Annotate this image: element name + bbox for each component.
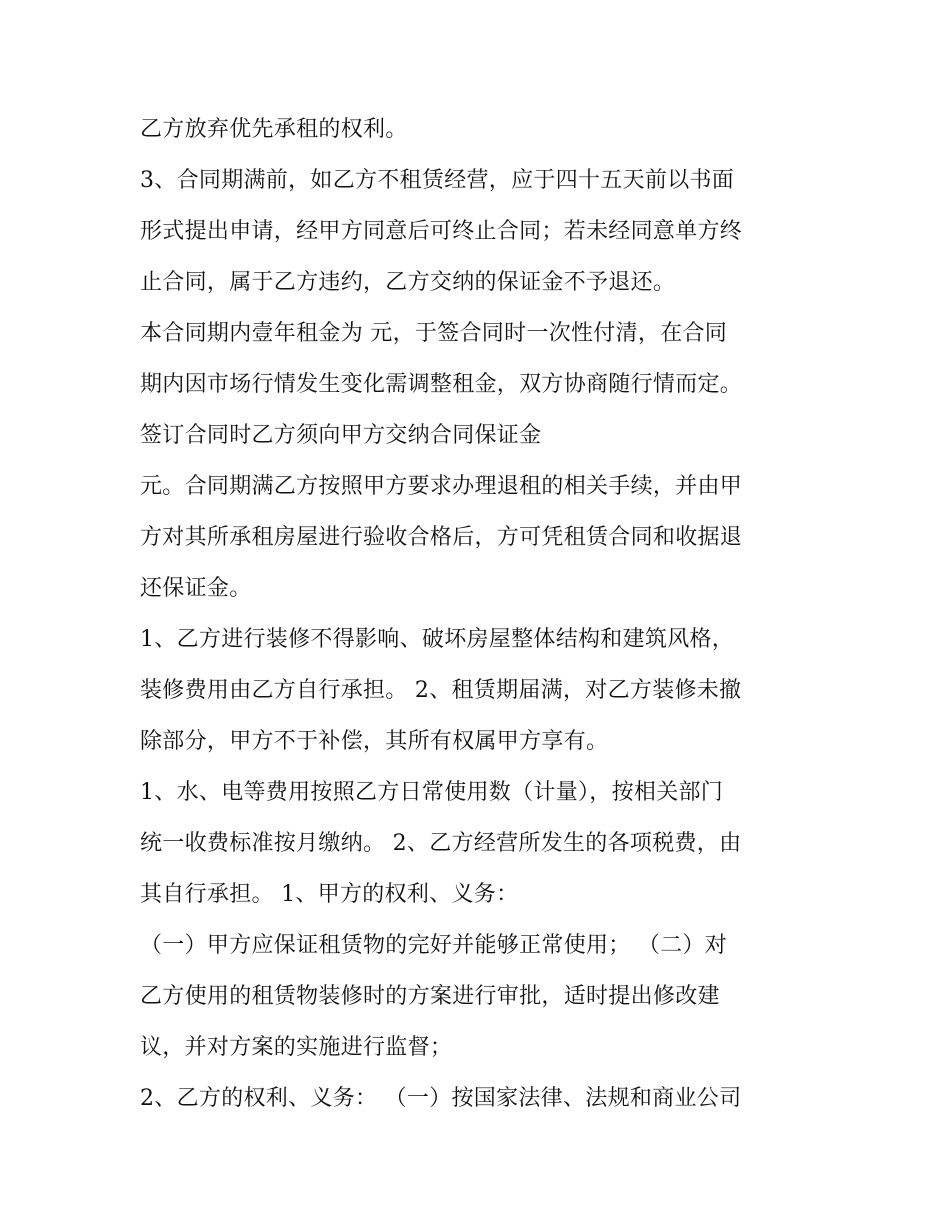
text-line: 3、合同期满前，如乙方不租赁经营，应于四十五天前以书面: [140, 168, 735, 193]
text-line: 止合同，属于乙方违约，乙方交纳的保证金不予退还。: [140, 270, 676, 295]
text-line: 形式提出申请，经甲方同意后可终止合同；若未经同意单方终: [140, 219, 743, 244]
text-line: 签订合同时乙方须向甲方交纳合同保证金: [140, 423, 542, 448]
text-line: 方对其所承租房屋进行验收合格后，方可凭租赁合同和收据退: [140, 525, 743, 550]
text-line: 1、水、电等费用按照乙方日常使用数（计量），按相关部门: [140, 780, 724, 805]
text-line: 元。合同期满乙方按照甲方要求办理退租的相关手续，并由甲: [140, 474, 743, 499]
text-line: 还保证金。: [140, 576, 252, 601]
contract-text-body: [140, 104, 830, 1124]
text-line: 乙方使用的租赁物装修时的方案进行审批，适时提出修改建: [140, 984, 720, 1009]
text-line: 装修费用由乙方自行承担。 2、租赁期届满，对乙方装修未撤: [140, 678, 742, 703]
text-line: 1、乙方进行装修不得影响、破坏房屋整体结构和建筑风格，: [140, 627, 735, 652]
text-line: 其自行承担。 1、甲方的权利、义务：: [140, 882, 519, 907]
text-line: 统一收费标准按月缴纳。 2、乙方经营所发生的各项税费，由: [140, 831, 742, 856]
text-line: 乙方放弃优先承租的权利。: [140, 117, 408, 142]
text-line: 议，并对方案的实施进行监督；: [140, 1035, 453, 1060]
text-line: 本合同期内壹年租金为 元，于签合同时一次性付清，在合同: [140, 321, 728, 346]
text-line: 期内因市场行情发生变化需调整租金，双方协商随行情而定。: [140, 372, 743, 397]
text-line: 2、乙方的权利、义务： （一）按国家法律、法规和商业公司: [140, 1086, 742, 1111]
text-line: （一）甲方应保证租赁物的完好并能够正常使用； （二）对: [140, 933, 728, 958]
text-line: 除部分，甲方不于补偿，其所有权属甲方享有。: [140, 729, 609, 754]
